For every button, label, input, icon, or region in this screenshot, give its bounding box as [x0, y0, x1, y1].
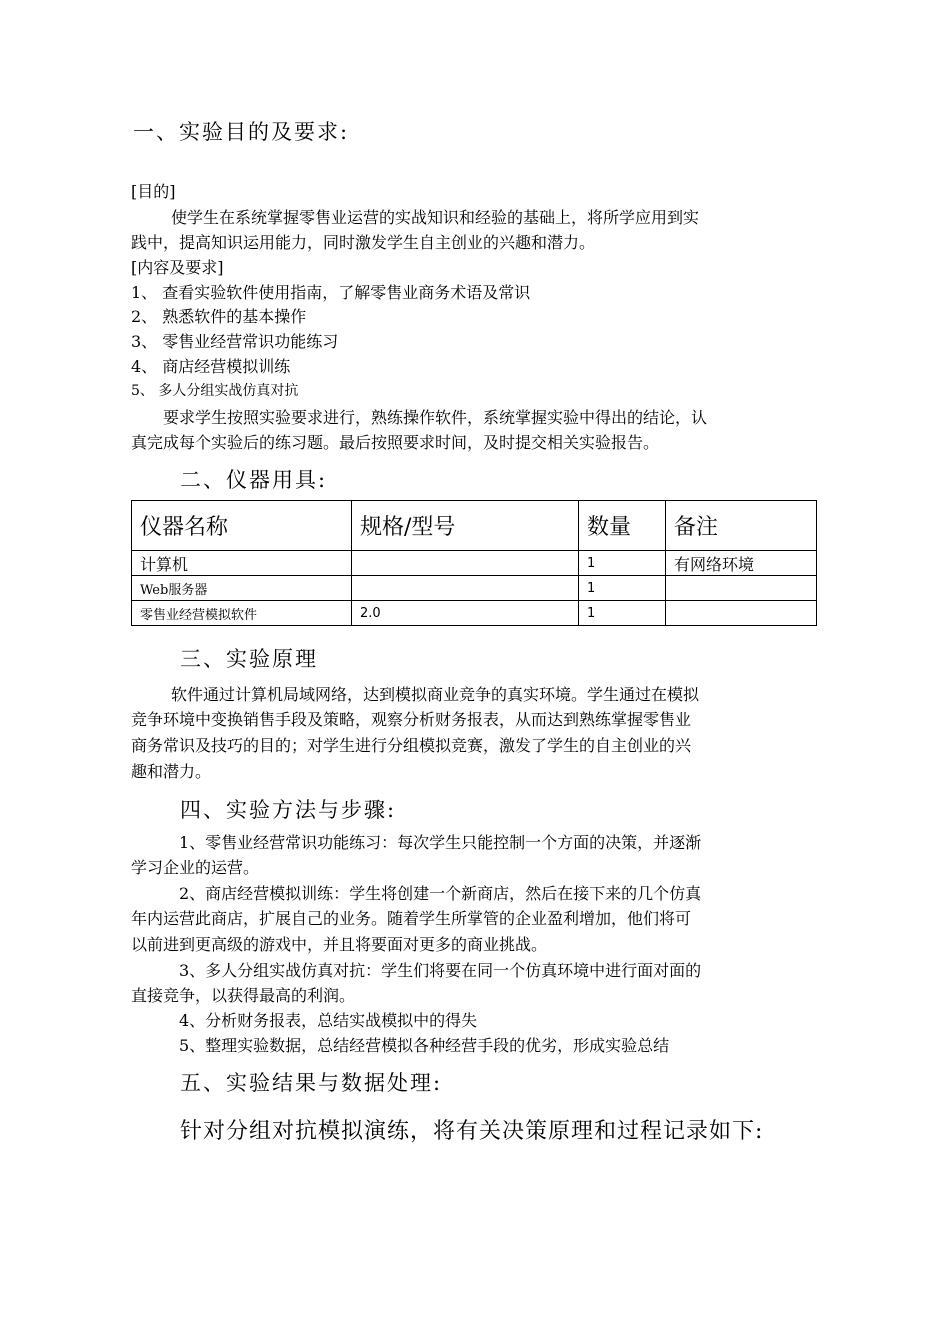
cell-name: 零售业经营模拟软件 — [132, 601, 352, 626]
instrument-table — [131, 500, 817, 626]
method-line-8: 4、分析财务报表，总结实战模拟中的得失 — [179, 1011, 478, 1030]
header-quantity: 数量 — [579, 501, 666, 551]
requirement-text-line-2: 真完成每个实验后的练习题。最后按照要求时间，及时提交相关实验报告。 — [131, 433, 660, 452]
method-line-1: 1、零售业经营常识功能练习：每次学生只能控制一个方面的决策，并逐渐 — [179, 833, 702, 852]
section-3-heading: 三、实验原理 — [180, 647, 318, 671]
purpose-text-line-2: 践中，提高知识运用能力，同时激发学生自主创业的兴趣和潜力。 — [131, 233, 596, 252]
content-item-3: 3、 零售业经营常识功能练习 — [131, 332, 339, 351]
principle-line-4: 趣和潜力。 — [131, 762, 212, 781]
method-line-5: 以前进到更高级的游戏中，并且将要面对更多的商业挑战。 — [131, 935, 548, 954]
cell-remarks — [666, 576, 817, 601]
purpose-text-line-1: 使学生在系统掌握零售业运营的实战知识和经验的基础上，将所学应用到实 — [171, 208, 700, 227]
content-item-4: 4、 商店经营模拟训练 — [131, 357, 291, 376]
method-line-9: 5、整理实验数据，总结经营模拟各种经营手段的优劣，形成实验总结 — [179, 1036, 670, 1055]
section-1-heading: 一、实验目的及要求: — [133, 120, 350, 144]
section-5-heading: 五、实验结果与数据处理: — [180, 1071, 443, 1095]
purpose-label: [目的] — [131, 182, 176, 201]
method-line-4: 年内运营此商店，扩展自己的业务。随着学生所掌管的企业盈利增加，他们将可 — [131, 909, 692, 928]
header-instrument-name: 仪器名称 — [132, 501, 352, 551]
table-header-row — [132, 501, 817, 551]
principle-line-1: 软件通过计算机局域网络，达到模拟商业竞争的真实环境。学生通过在模拟 — [171, 685, 700, 704]
requirement-text-line-1: 要求学生按照实验要求进行，熟练操作软件，系统掌握实验中得出的结论，认 — [163, 408, 708, 427]
content-item-2: 2、 熟悉软件的基本操作 — [131, 307, 307, 326]
cell-spec: 2.0 — [352, 601, 579, 626]
cell-remarks — [666, 601, 817, 626]
section-4-heading: 四、实验方法与步骤: — [180, 798, 397, 822]
cell-name: 计算机 — [132, 551, 352, 576]
header-remarks: 备注 — [666, 501, 817, 551]
cell-quantity: 1 — [579, 601, 666, 626]
principle-line-3: 商务常识及技巧的目的；对学生进行分组模拟竞赛，激发了学生的自主创业的兴 — [131, 736, 692, 755]
method-line-3: 2、商店经营模拟训练：学生将创建一个新商店，然后在接下来的几个仿真 — [179, 884, 702, 903]
method-line-7: 直接竞争，以获得最高的利润。 — [131, 986, 356, 1005]
cell-remarks: 有网络环境 — [666, 551, 817, 576]
header-spec-model: 规格/型号 — [352, 501, 579, 551]
method-line-6: 3、多人分组实战仿真对抗：学生们将要在同一个仿真环境中进行面对面的 — [179, 961, 702, 980]
table-row — [132, 576, 817, 601]
cell-quantity: 1 — [579, 576, 666, 601]
table-row — [132, 601, 817, 626]
principle-line-2: 竞争环境中变换销售手段及策略，观察分析财务报表，从而达到熟练掌握零售业 — [131, 710, 692, 729]
results-intro: 针对分组对抗模拟演练，将有关决策原理和过程记录如下: — [180, 1119, 764, 1144]
section-2-heading: 二、仪器用具: — [180, 468, 328, 492]
content-item-5: 5、 多人分组实战仿真对抗 — [131, 383, 299, 399]
content-label: [内容及要求] — [131, 258, 224, 277]
cell-spec — [352, 551, 579, 576]
method-line-2: 学习企业的运营。 — [131, 858, 260, 877]
cell-spec — [352, 576, 579, 601]
cell-name: Web服务器 — [132, 576, 352, 601]
content-item-1: 1、 查看实验软件使用指南，了解零售业商务术语及常识 — [131, 283, 531, 302]
table-row — [132, 551, 817, 576]
cell-quantity: 1 — [579, 551, 666, 576]
